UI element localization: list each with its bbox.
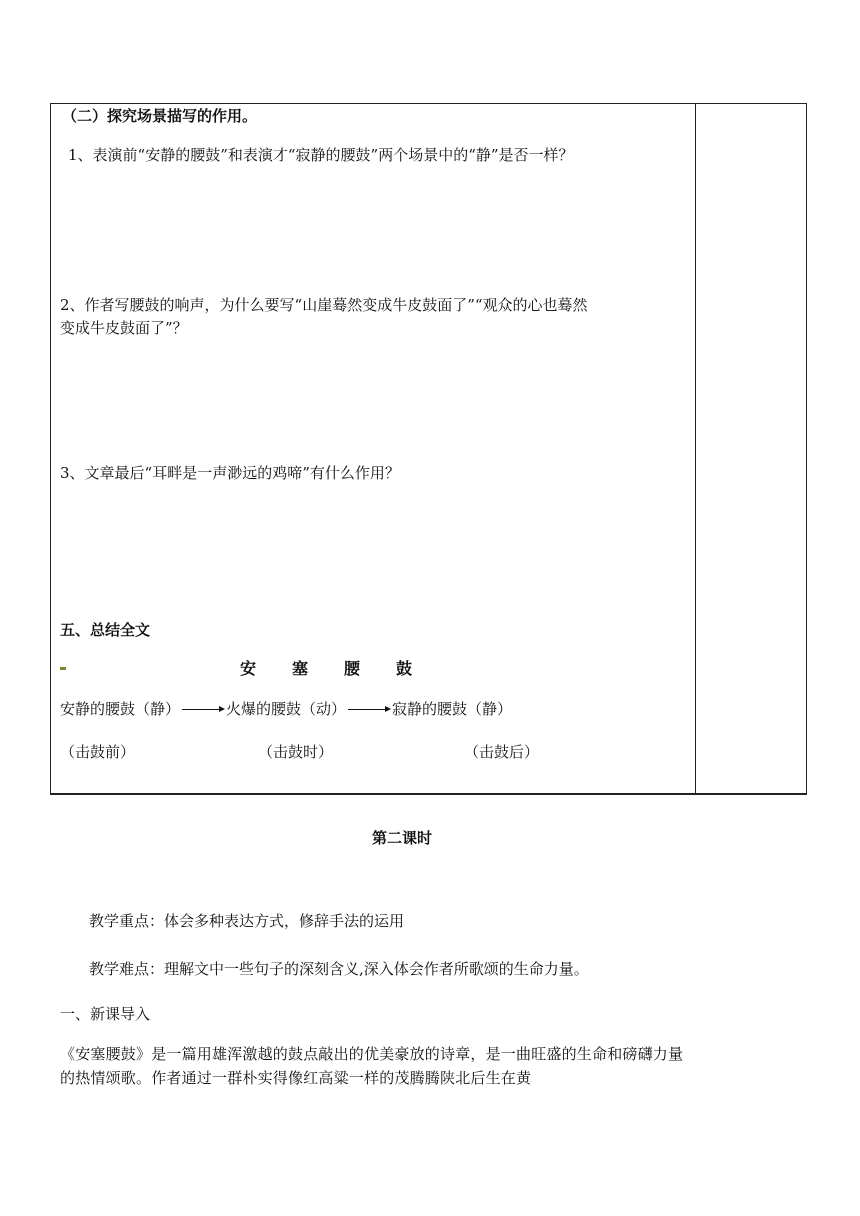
lesson-two-title: 第二课时 xyxy=(372,829,433,847)
question-1: 1、表演前“安静的腰鼓”和表演才“寂静的腰鼓”两个场景中的“静”是否一样？ xyxy=(68,146,574,164)
title-char: 鼓 xyxy=(396,659,413,678)
title-char: 塞 xyxy=(292,659,309,678)
flow-stage-silent: 寂静的腰鼓（静） xyxy=(392,700,513,718)
question-2-line-1: 2、作者写腰鼓的响声，为什么要写“山崖蓦然变成牛皮鼓面了”“观众的心也蓦然 xyxy=(60,296,588,314)
teaching-difficulty: 教学难点：理解文中一些句子的深刻含义,深入体会作者所歌颂的生命力量。 xyxy=(89,960,589,978)
intro-paragraph: 《安塞腰鼓》是一篇用雄浑激越的鼓点敲出的优美豪放的诗章，是一曲旺盛的生命和磅礴力量的热情颂歌。作者通过一群朴实得像红高粱一样的茂腾腾陕北后生在黄 xyxy=(60,1045,684,1087)
summary-title xyxy=(240,656,448,679)
caption-after: （击鼓后） xyxy=(464,743,540,761)
flow-stage-quiet: 安静的腰鼓（静） xyxy=(60,700,181,718)
intro-heading: 一、新课导入 xyxy=(60,1005,151,1023)
teaching-focus: 教学重点：体会多种表达方式，修辞手法的运用 xyxy=(89,912,405,930)
worksheet-table xyxy=(50,103,807,795)
table-bottom-border xyxy=(50,793,807,795)
question-3: 3、文章最后“耳畔是一声渺远的鸡啼”有什么作用？ xyxy=(60,464,400,482)
arrow-right-icon xyxy=(180,699,226,719)
summary-heading: 五、总结全文 xyxy=(60,621,151,639)
question-2-line-2: 变成牛皮鼓面了”？ xyxy=(60,319,188,337)
summary-flow xyxy=(60,699,512,719)
title-char: 腰 xyxy=(344,659,361,678)
table-column-divider xyxy=(695,103,696,795)
decorative-mark xyxy=(60,667,66,670)
section-title: （二）探究场景描写的作用。 xyxy=(62,107,258,125)
flow-stage-fiery: 火爆的腰鼓（动） xyxy=(226,700,347,718)
caption-during: （击鼓时） xyxy=(258,743,334,761)
title-char: 安 xyxy=(240,659,257,678)
caption-before: （击鼓前） xyxy=(60,743,136,761)
arrow-right-icon xyxy=(346,699,392,719)
